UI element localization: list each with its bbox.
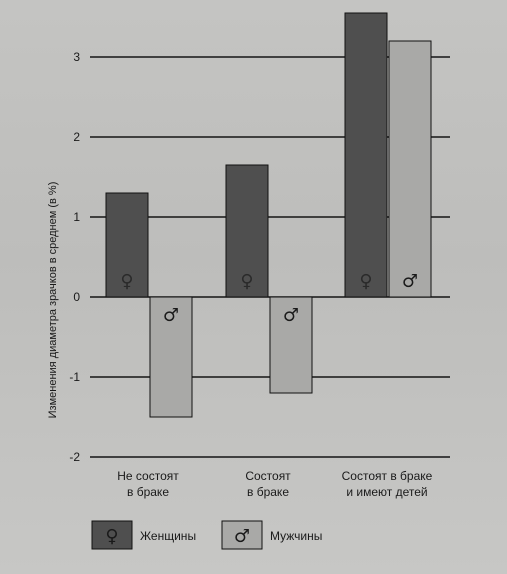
legend-male-symbol-icon: ♂ [233, 526, 251, 547]
female-bar [345, 13, 387, 297]
category-label: в браке [127, 485, 169, 499]
category-label: в браке [247, 485, 289, 499]
legend-label: Женщины [140, 529, 197, 543]
y-axis-label: Изменения диаметра зрачков в среднем (в %) [47, 181, 59, 419]
female-symbol-icon: ♀ [120, 271, 134, 292]
male-symbol-icon: ♂ [401, 271, 419, 292]
y-tick-label: 1 [73, 210, 80, 224]
y-tick-label: 2 [73, 130, 80, 144]
y-tick-label: -2 [69, 450, 80, 464]
category-label: и имеют детей [346, 485, 428, 499]
y-tick-label: 3 [73, 50, 80, 64]
legend-female-symbol-icon: ♀ [105, 526, 119, 547]
female-symbol-icon: ♀ [240, 271, 254, 292]
male-symbol-icon: ♂ [282, 305, 300, 326]
category-label: Состоят [245, 469, 291, 483]
female-symbol-icon: ♀ [359, 271, 373, 292]
y-tick-label: -1 [69, 370, 80, 384]
category-label: Состоят в браке [341, 469, 433, 483]
y-tick-label: 0 [73, 290, 80, 304]
bars [106, 13, 431, 417]
y-tick-labels [69, 50, 80, 464]
male-bar [389, 41, 431, 297]
male-symbol-icon: ♂ [162, 305, 180, 326]
legend [92, 521, 322, 549]
category-labels [117, 469, 432, 499]
legend-label: Мужчины [270, 529, 323, 543]
category-label: Не состоят [117, 469, 179, 483]
